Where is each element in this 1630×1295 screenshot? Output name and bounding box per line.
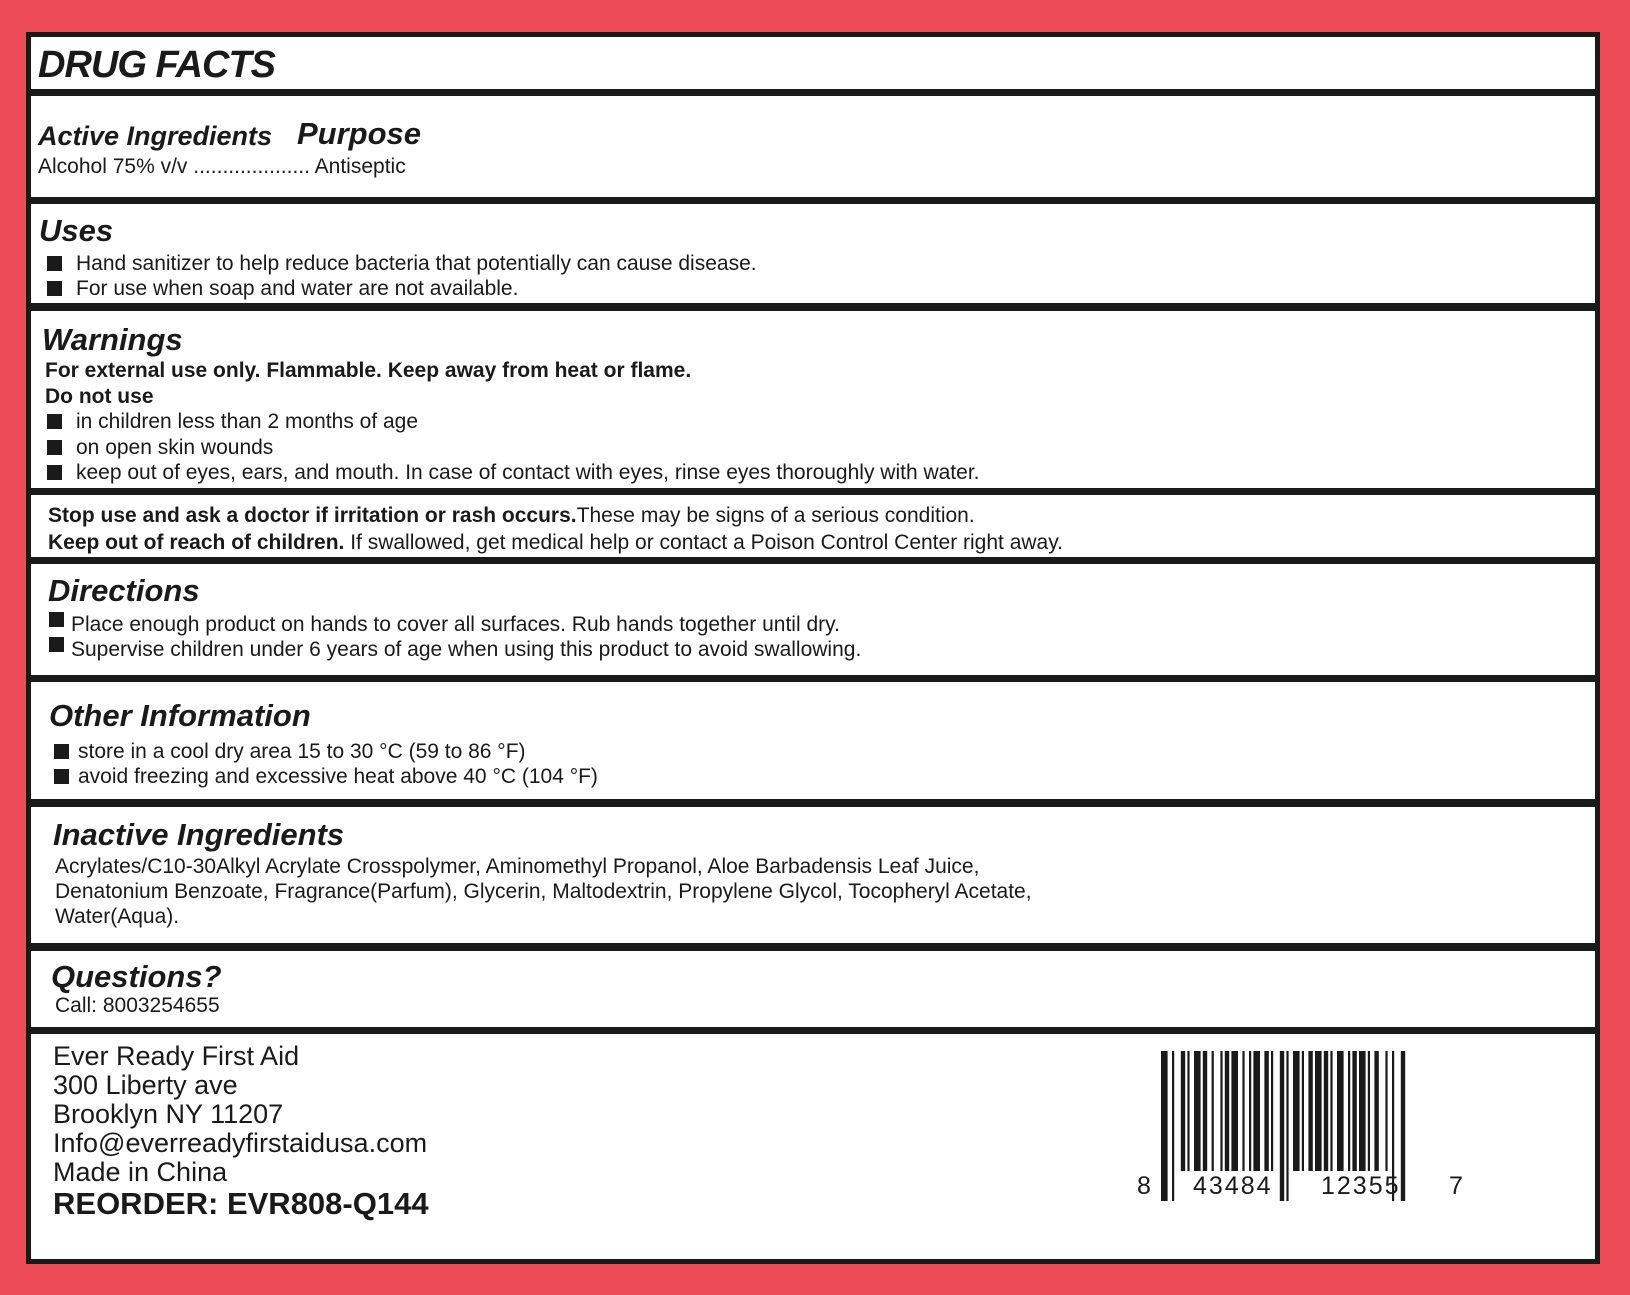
barcode-bar [1253,1051,1260,1171]
list-item: avoid freezing and excessive heat above 40 °C (104 °F) [54,764,598,790]
warnings-section [31,311,1595,488]
barcode-digit-check: 7 [1449,1172,1463,1200]
stop-use-text: Stop use and ask a doctor if irritation or rash occurs.These may be signs of a serious condition. [48,504,975,527]
barcode-bar [1302,1051,1304,1171]
inactive-ingredients-line: Acrylates/C10-30Alkyl Acrylate Crosspolymer, Aminomethyl Propanol, Aloe Barbadensis Leaf Juice, [55,855,980,878]
barcode-bar [1324,1051,1328,1171]
uses-section [31,204,1595,303]
drug-facts-header [31,37,1595,89]
barcode-bar [1368,1051,1370,1171]
barcode-bar [1187,1051,1189,1171]
bullet-square-icon [49,637,64,652]
list-item: Hand sanitizer to help reduce bacteria that potentially can cause disease. [47,251,757,277]
origin-label: Made in China [53,1157,228,1187]
dot-leader: .................... [193,155,310,178]
barcode-bar [1242,1051,1244,1171]
barcode-bar [1264,1051,1268,1171]
questions-section [31,951,1595,1027]
purpose-value: Antiseptic [314,155,406,178]
uses-heading: Uses [39,213,114,248]
bullet-square-icon [49,612,64,627]
barcode-bar [1315,1051,1322,1171]
barcode-digit-lead: 8 [1137,1172,1151,1200]
active-ingredients-heading: Active Ingredients [38,121,273,151]
other-information-heading: Other Information [49,698,311,733]
bullet-square-icon [54,769,69,784]
list-item: Supervise children under 6 years of age when using this product to avoid swallowing. [49,637,861,663]
company-address [53,1042,429,1221]
directions-heading: Directions [48,573,200,608]
do-not-use-label: Do not use [45,385,154,408]
barcode-bar [1271,1051,1273,1171]
barcode-bar [1172,1051,1174,1201]
stop-use-section [31,495,1595,557]
purpose-heading: Purpose [297,116,422,151]
warnings-flammable-text: For external use only. Flammable. Keep away from heat or flame. [45,359,692,382]
bullet-square-icon [47,465,62,480]
warnings-heading: Warnings [42,322,183,357]
barcode-bar [1286,1051,1288,1201]
questions-heading: Questions? [51,959,222,994]
barcode-digits-right: 12355 [1321,1172,1401,1200]
list-item: keep out of eyes, ears, and mouth. In case of contact with eyes, rinse eyes thoroughly with water. [47,460,980,486]
list-item: in children less than 2 months of age [47,409,418,435]
barcode-bar [1293,1051,1300,1171]
company-name: Ever Ready First Aid [53,1041,300,1071]
list-item: Place enough product on hands to cover all surfaces. Rub hands together until dry. [49,612,840,638]
inactive-ingredients-line: Denatonium Benzoate, Fragrance(Parfum), Glycerin, Maltodextrin, Propylene Glycol, Tocopheryl Acetate, [55,880,1032,903]
directions-section [31,564,1595,675]
contact-email: Info@everreadyfirstaidusa.com [53,1128,428,1158]
inactive-ingredients-line: Water(Aqua). [55,905,180,928]
bullet-square-icon [47,281,62,296]
barcode-bar [1308,1051,1312,1171]
active-ingredients-section [31,96,1595,197]
barcode-bar [1280,1051,1284,1201]
reorder-code: REORDER: EVR808-Q144 [53,1186,429,1221]
page-title: DRUG FACTS [38,44,275,86]
bullet-square-icon [54,744,69,759]
list-item: on open skin wounds [47,435,273,461]
barcode-bar [1352,1051,1356,1171]
barcode-bar [1181,1051,1185,1171]
footer-section [31,1034,1595,1259]
inactive-ingredients-section [31,807,1595,943]
barcode-bar [1374,1051,1378,1171]
drug-facts-label [26,32,1600,1264]
questions-phone: Call: 8003254655 [55,994,220,1017]
barcode-bar [1194,1051,1201,1171]
street-address: 300 Liberty ave [53,1070,238,1100]
barcode-bar [1231,1051,1238,1171]
barcode-bar [1359,1051,1366,1171]
barcode-bar [1225,1051,1229,1171]
bullet-square-icon [47,440,62,455]
barcode-bar [1249,1051,1251,1171]
active-ingredient-row [38,154,406,180]
barcode-bar [1385,1051,1387,1171]
barcode-bar [1337,1051,1344,1171]
barcode-bar [1220,1051,1222,1171]
barcode-bar [1203,1051,1207,1171]
barcode-bar [1330,1051,1332,1171]
active-ingredient: Alcohol 75% v/v [38,155,188,178]
bullet-square-icon [47,256,62,271]
barcode-bar [1161,1051,1168,1201]
barcode-digits-left: 43484 [1193,1172,1273,1200]
list-item: For use when soap and water are not available. [47,276,518,302]
city-state-zip: Brooklyn NY 11207 [53,1099,284,1129]
barcode-bar [1348,1051,1350,1171]
bullet-square-icon [47,414,62,429]
inactive-ingredients-heading: Inactive Ingredients [53,817,345,852]
list-item: store in a cool dry area 15 to 30 °C (59 to 86 °F) [54,739,526,765]
keep-out-of-reach-text: Keep out of reach of children. If swallowed, get medical help or contact a Poison Control Center right away. [48,531,1064,554]
barcode-bar [1401,1051,1405,1201]
other-information-section [31,682,1595,799]
barcode-bar [1212,1051,1214,1171]
